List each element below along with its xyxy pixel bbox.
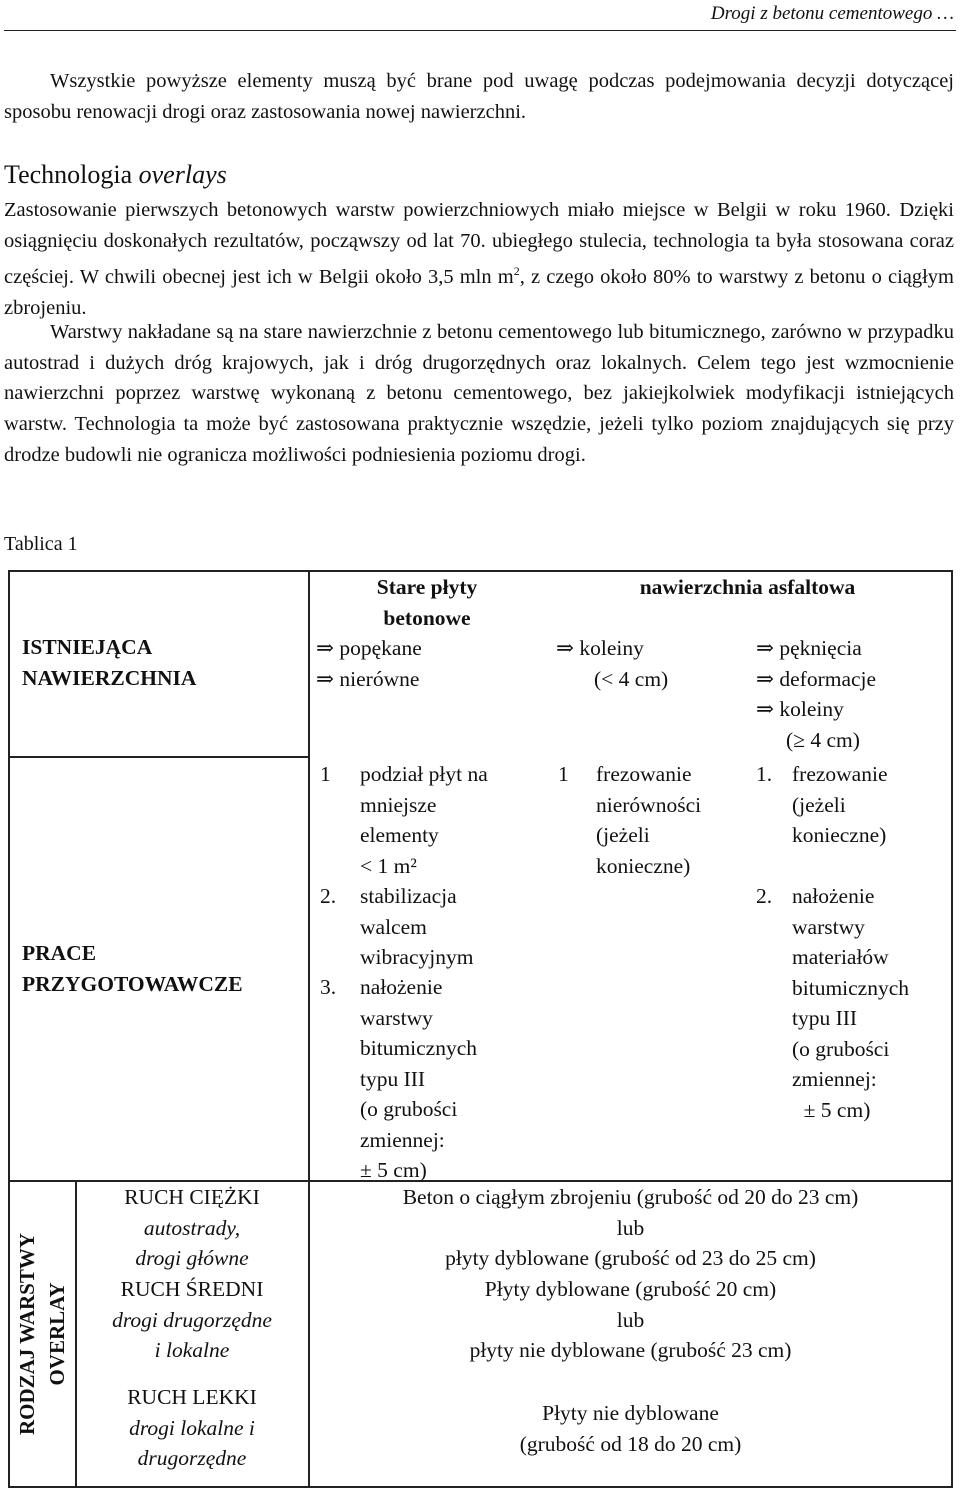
solution-light: Płyty nie dyblowane (grubość od 18 do 20 cm) [519, 1401, 742, 1456]
section-paragraph-1: Zastosowanie pierwszych betonowych warstw powierzchniowych miało miejsce w Belgii w roku 1960. Dzięki osiągnięciu doskonałych rezultatów, począwszy od lat 70. ubiegłego stulecia, technologia ta była stosowana coraz częściej. W chwili obecnej jest ich w Belgii około 3,5 mln $m^2$, z czego około 80% to warstwy z betonu o ciągłym zbrojeniu. [4, 199, 954, 319]
arrow-icon: ⇒ [756, 636, 775, 660]
renovation-table [8, 570, 953, 1488]
label-preparatory-works: PRACE PRZYGOTOWAWCZE [22, 941, 243, 996]
existing-asphalt-b: ⇒ pęknięcia ⇒ deformacje ⇒ koleiny (≥ 4 cm) [756, 636, 877, 752]
solution-heavy: Beton o ciągłym zbrojeniu (grubość od 20 do 23 cm) lub płyty dyblowane (grubość od 23 do 25 cm) [402, 1185, 859, 1270]
existing-asphalt-a: ⇒ koleiny (< 4 cm) [556, 636, 669, 691]
arrow-icon: ⇒ [316, 666, 335, 691]
arrow-icon: ⇒ [556, 636, 575, 660]
intro-paragraph: Wszystkie powyższe elementy muszą być brane pod uwagę podczas podejmowania decyzji dotyczącej sposobu renowacji drogi oraz zastosowania nowej nawierzchni. [4, 70, 954, 123]
table-caption: Tablica 1 [4, 533, 78, 555]
prep-asphalt-b-steps: 1. frezowanie (jeżeli konieczne) 2. nałożenie warstwy materiałów bitumicznych typu III (o grubości zmiennej: ± 5 cm) [756, 762, 910, 1122]
arrow-icon: ⇒ [316, 636, 335, 660]
label-existing-surface: ISTNIEJĄCA NAWIERZCHNIA [22, 635, 197, 690]
header-asphalt: nawierzchnia asfaltowa [639, 575, 856, 599]
traffic-heavy: RUCH CIĘŻKI autostrady, drogi główne [124, 1185, 260, 1270]
running-title: Drogi z betonu cementowego … [710, 3, 954, 24]
existing-concrete-defects: ⇒ popękane ⇒ nierówne [316, 636, 422, 691]
header-old-concrete: Stare płyty betonowe [376, 575, 478, 630]
section-paragraph-2: Warstwy nakładane są na stare nawierzchnie z betonu cementowego lub bitumicznego, zarówno w przypadku autostrad i dużych dróg krajowych, jak i dróg drugorzędnych oraz lokalnych. Celem tego jest wzmocnienie nawierzchni poprzez warstwę wykonaną z betonu cementowego, bez jakiejkolwiek modyfikacji istniejących warstw. Technologia ta może być zastosowana praktycznie wszędzie, jeżeli tylko poziom znajdujących się przy drodze budowli nie ogranicza możliwości podniesienia poziomu drogi. [4, 321, 954, 466]
section-title: Technologia overlays [4, 160, 227, 189]
prep-asphalt-a-steps: 1 frezowanie nierówności (jeżeli konieczne) [558, 762, 702, 878]
label-overlay-type: RODZAJ WARSTWY OVERLAY [15, 1232, 69, 1436]
traffic-medium: RUCH ŚREDNI drogi drugorzędne i lokalne [112, 1277, 272, 1362]
traffic-light: RUCH LEKKI drogi lokalne i drugorzędne [127, 1385, 257, 1470]
arrow-icon: ⇒ [756, 697, 775, 721]
running-header [4, 0, 956, 31]
prep-concrete-steps: 1 podział płyt na mniejsze elementy < 1 m² 2. stabilizacja walcem wibracyjnym 3. nałożenie warstwy bitumicznych typu III (o grubości zmiennej: ± 5 cm) [320, 762, 488, 1182]
solution-medium: Płyty dyblowane (grubość 20 cm) lub płyty nie dyblowane (grubość 23 cm) [469, 1277, 792, 1362]
arrow-icon: ⇒ [756, 666, 775, 691]
